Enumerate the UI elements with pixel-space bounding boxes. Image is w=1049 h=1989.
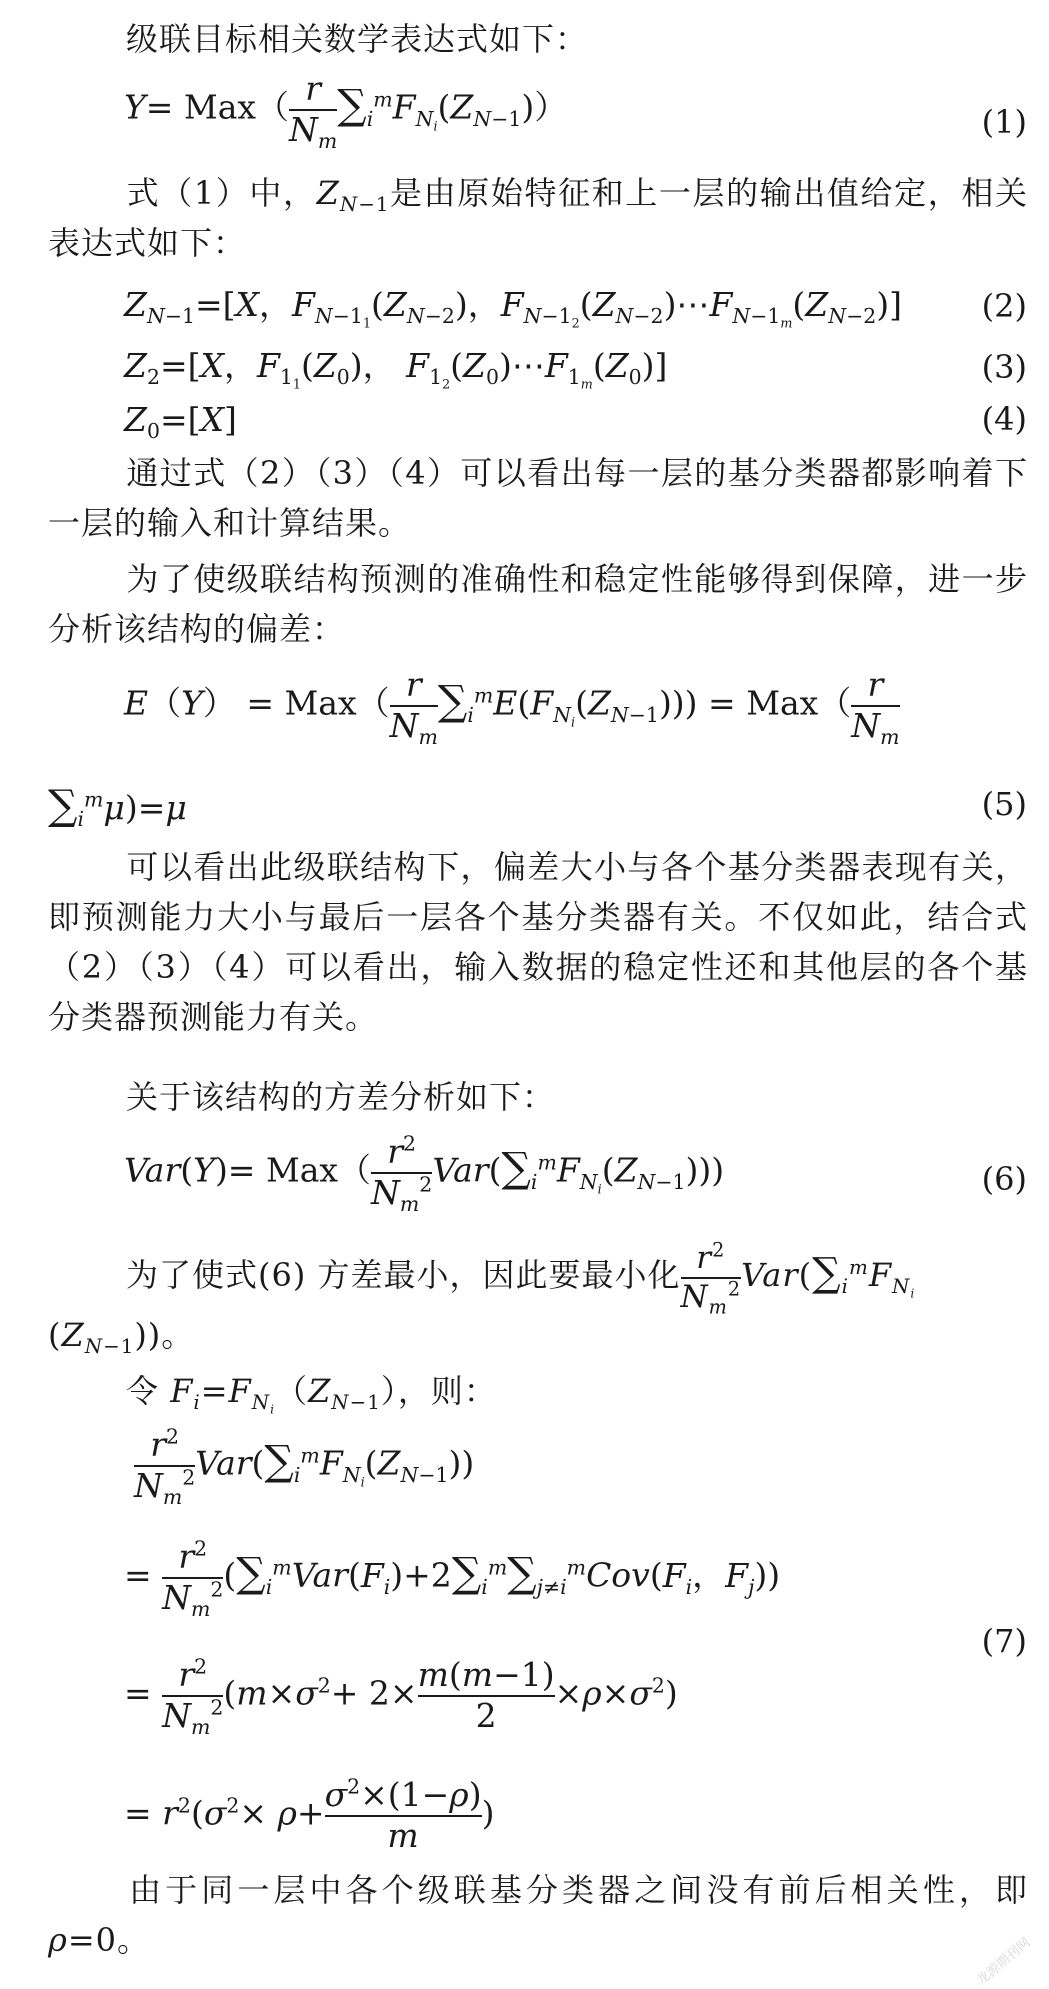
equation-4: $Z_0=[X]$ <box>124 400 237 444</box>
equation-number: (5) <box>981 785 1027 823</box>
equation-number: (6) <box>981 1160 1027 1198</box>
equation-number: (1) <box>981 103 1027 141</box>
equation-2: $Z_{N-1}=[X$，$F_{N-1_1}(Z_{N-2})$，$F_{N-1_2}(Z_{N-2})\cdots F_{N-1_m}(Z_{N-2})$] <box>124 285 902 331</box>
paragraph-intro: 级联目标相关数学表达式如下： <box>126 20 589 58</box>
equation-5-line1: E（Y） = Max（ $\frac{r}{N_m}$ $\sum_i^mE(F_{N_i}(Z_{N-1}))) = Max$（ $\frac{r}{N_m}$ <box>124 665 900 749</box>
paragraph-layer-influence: 通过式（2）（3）（4）可以看出每一层的基分类器都影响着下一层的输入和计算结果。 <box>48 454 1028 542</box>
watermark: 龙源期刊网 <box>974 1935 1034 1989</box>
paragraph-let: 令 $F_i=F_{N_i}(Z_{N-1})$，则： <box>126 1372 497 1417</box>
equation-3: $Z_2=[X$，$F_{1_1}(Z_0)$， $F_{1_2}(Z_0)\cdots F_{1_m}(Z_0)$] <box>124 346 668 392</box>
paragraph-variance-intro: 关于该结构的方差分析如下： <box>126 1078 556 1116</box>
paragraph-bias-intro: 为了使级联结构预测的准确性和稳定性能够得到保障，进一步分析该结构的偏差： <box>48 560 1028 648</box>
equation-number: (4) <box>981 400 1027 438</box>
paragraph-minimize: 为了使式(6) 方差最小，因此要最小化 $\frac{r^2}{N_m^2}$ $Var(\sum_i^mF_{N_i}$ <box>126 1238 916 1319</box>
equation-number: (2) <box>981 287 1027 325</box>
paragraph-rho-zero: 由于同一层中各个级联基分类器之间没有前后相关性，即 ρ=0。 <box>48 1871 1028 1959</box>
equation-number: (7) <box>981 1622 1027 1660</box>
paragraph-eq1-explain: 式（1）中，$Z_{N-1}$是由原始特征和上一层的输出值给定，相关表达式如下： <box>48 174 1028 262</box>
equation-number: (3) <box>981 348 1027 386</box>
equation-6: Var(Y)= Max（ $\frac{r^2}{N_m^2}$ $Var(\sum_i^mF_{N_i}(Z_{N-1}))$) <box>124 1131 725 1216</box>
paragraph-minimize-cont: $(Z_{N-1})$)。 <box>48 1316 195 1358</box>
equation-7-line1: $\frac{r^2}{N_m^2}$ $Var(\sum_i^mF_{N_i}(Z_{N-1}))$ <box>134 1424 475 1509</box>
equation-1: Y= Max（ $\frac{r}{N_m}$ $\sum_i^mF_{N_i}(Z_{N-1})$） <box>124 69 568 153</box>
equation-7-line4: = $r^2(\sigma^2\times \rho+$ $\frac{\sigma^2\times(1-\rho)}{m}$ ) <box>124 1774 495 1855</box>
equation-5-line2: $\sum_i^m\mu)=\mu$ <box>48 781 187 832</box>
equation-7-line2: = $\frac{r^2}{N_m^2}$ ($\sum_i^mVar(F_i)+2\sum_i^m\sum_{j\ne i}^mCov(F_i$，$F_j$)) <box>124 1536 781 1621</box>
paragraph-bias-conclusion: 可以看出此级联结构下，偏差大小与各个基分类器表现有关，即预测能力大小与最后一层各个基分类器有关。不仅如此，结合式（2）（3）（4）可以看出，输入数据的稳定性还和其他层的各个基分类器预测能力有关。 <box>48 848 1028 1036</box>
equation-7-line3: = $\frac{r^2}{N_m^2}$ ($m\times\sigma^2+ 2\times$ $\frac{m(m-1)}{2}$ $\times\rho\times\sigma^2$) <box>124 1654 678 1739</box>
